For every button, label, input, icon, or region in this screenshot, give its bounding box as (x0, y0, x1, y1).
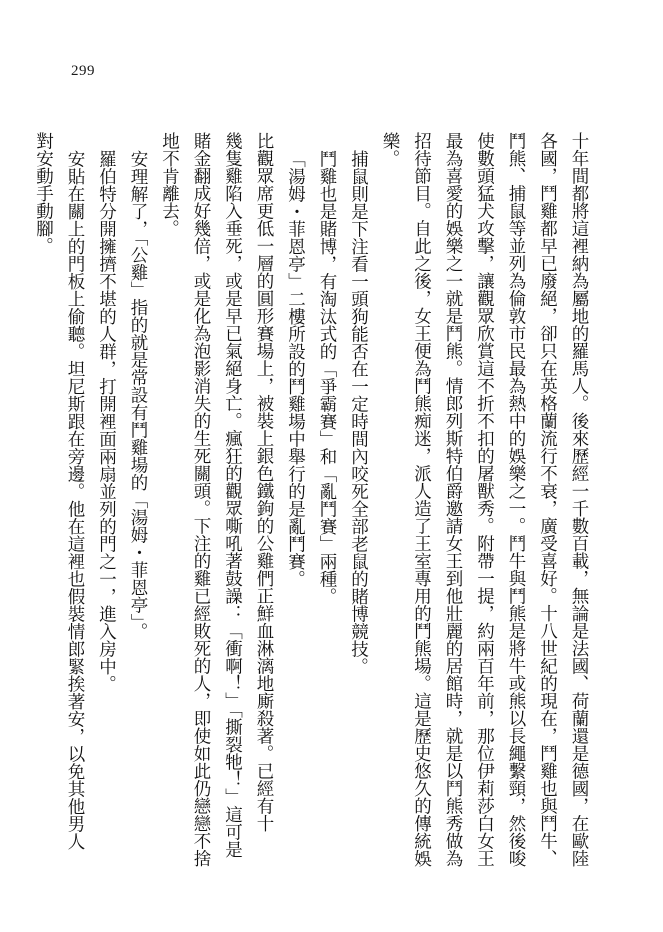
text-column: 招待節目。自此之後，女王便為鬥熊痴迷，派人造了王室專用的鬥熊場。這是歷史悠久的傳統娛 (411, 132, 432, 867)
text-column: 賭金翻成好幾倍，或是化為泡影消失的生死關頭。下注的雞已經敗死的人，即使如此仍戀戀不捨 (191, 132, 211, 867)
text-column: 安貼在關上的門板上偷聽。坦尼斯跟在旁邊。他在這裡也假裝情郎緊挨著安，以免其他男人 (65, 150, 85, 850)
text-column: 羅伯特分開擁擠不堪的人群，打開裡面兩扇並列的門之一，進入房中。 (96, 150, 117, 693)
text-column: 比觀眾席更低一層的圓形賽場上，被裝上銀色鐵鉤的公雞們正鮮血淋漓地廝殺著。已經有十 (254, 132, 274, 832)
text-column: 最為喜愛的娛樂之一就是鬥熊。情郎列斯特伯爵邀請女王到他壯麗的居館時，就是以鬥熊秀做為 (443, 132, 463, 867)
text-column: 捕鼠則是下注看一頭狗能否在一定時間內咬死全部老鼠的賭博競技。 (348, 150, 369, 675)
text-column: 安理解了，「公雞」指的就是常設有鬥雞場的「湯姆・菲恩亭」。 (128, 150, 148, 640)
body-text (33, 132, 589, 867)
text-column: 使數頭猛犬攻擊，讓觀眾欣賞這不折不扣的屠獸秀。附帶一提，約兩百年前，那位伊莉莎白女王 (474, 132, 495, 867)
page-number: 299 (71, 63, 95, 79)
text-column: 鬥雞也是賭博，有淘汰式的「爭霸賽」和「亂鬥賽」兩種。 (317, 150, 337, 605)
text-column: 幾隻雞陷入垂死，或是早已氣絕身亡。瘋狂的觀眾嘶吼著鼓譟：「衝啊！」「撕裂牠！」這可是 (222, 132, 243, 859)
text-column: 鬥熊、捕鼠等並列為倫敦市民最為熱中的娛樂之一。鬥牛與鬥熊是將牛或熊以長繩繫頸，然後唆 (506, 132, 526, 867)
text-column: 各國，鬥雞都早已廢絕，卻只在英格蘭流行不衰，廣受喜好。十八世紀的現在，鬥雞也與鬥牛、 (537, 132, 558, 867)
text-column: 十年間都將這裡納為屬地的羅馬人。後來歷經一千數百載，無論是法國、荷蘭還是德國，在歐陸 (569, 132, 589, 867)
text-column: 地不肯離去。 (159, 132, 180, 237)
text-column: 「湯姆・菲恩亭」二樓所設的鬥雞場中舉行的是亂鬥賽。 (285, 150, 306, 588)
text-column: 對安動手動腳。 (33, 132, 54, 255)
text-column: 樂。 (380, 132, 400, 167)
